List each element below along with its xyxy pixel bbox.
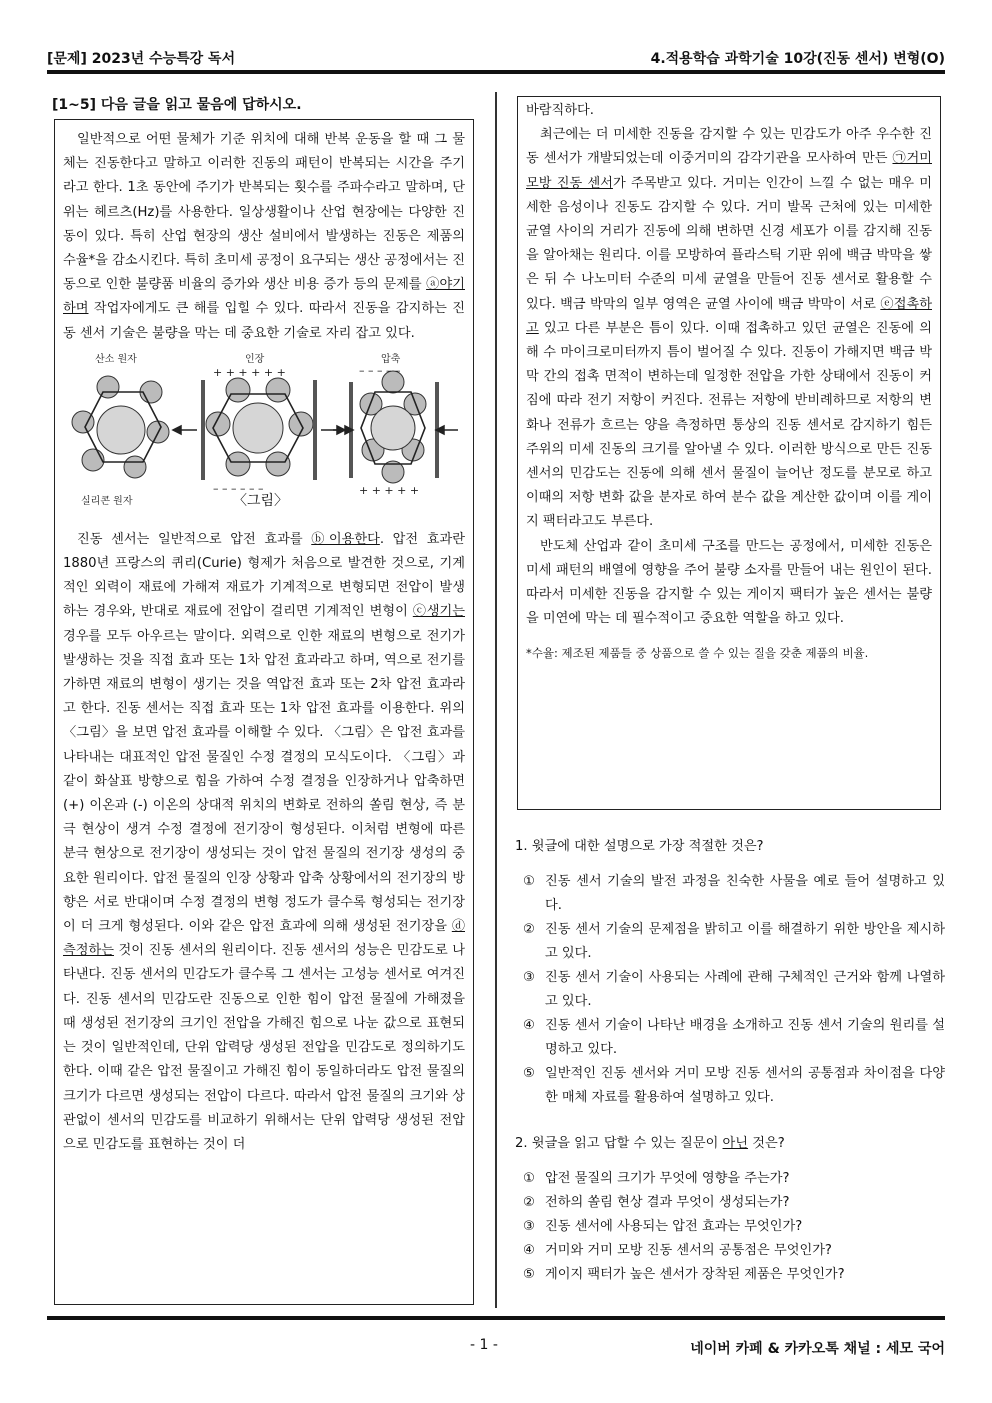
q1-option-3[interactable]: ③ 진동 센서 기술이 사용되는 사례에 관해 구체적인 근거와 함께 나열하고 있다. — [523, 970, 945, 1009]
column-divider — [495, 92, 497, 1308]
footer-channel: 네이버 카페 & 카카오톡 채널 : 세모 국어 — [690, 1341, 945, 1357]
underline-c: ⓒ생기는 — [412, 604, 466, 620]
underline-d: ⓓ측정하는 — [63, 919, 465, 959]
q2-option-2[interactable]: ② 전하의 쏠림 현상 결과 무엇이 생성되는가? — [523, 1195, 790, 1210]
header-rule — [47, 70, 945, 74]
q1-option-2[interactable]: ② 진동 센서 기술의 문제점을 밝히고 이를 해결하기 위한 방안을 제시하고 있다. — [523, 922, 945, 961]
figure-caption: 〈그림〉 — [233, 492, 289, 509]
underline-e: ⓔ접촉하고 — [526, 296, 932, 336]
figure-quartz — [63, 352, 465, 510]
svg-text:– – – – –: – – – – – — [359, 363, 401, 377]
q2-option-4[interactable]: ④ 거미와 거미 모방 진동 센서의 공통점은 무엇인가? — [523, 1243, 832, 1258]
q1-option-5[interactable]: ⑤ 일반적인 진동 센서와 거미 모방 진동 센서의 공통점과 차이점을 다양한 매체 자료를 활용하여 설명하고 있다. — [523, 1066, 945, 1105]
q2-option-5[interactable]: ⑤ 게이지 팩터가 높은 센서가 장착된 제품은 무엇인가? — [523, 1267, 845, 1282]
header-right: 4.적용학습 과학기술 10강(진동 센서) 변형(O) — [650, 51, 945, 67]
q2-option-3[interactable]: ③ 진동 센서에 사용되는 압전 효과는 무엇인가? — [523, 1219, 803, 1234]
footer-rule — [47, 1316, 945, 1320]
underline-spider-sensor: ㉠거미 모방 진동 센서 — [526, 151, 932, 191]
paragraph-2-end: 바람직하다. — [526, 103, 594, 118]
label-silicon: 실리콘 원자 — [81, 495, 133, 507]
question-2-stem: 2. 윗글을 읽고 답할 수 있는 질문이 아닌 것은? — [515, 1136, 785, 1151]
question-2 — [515, 1133, 945, 1287]
underline-b: ⓑ이용한다 — [311, 531, 380, 547]
label-oxygen: 산소 원자 — [95, 353, 137, 365]
label-compression: 압축 — [381, 353, 401, 365]
header-left: [문제] 2023년 수능특강 독서 — [47, 51, 236, 67]
label-tension: 인장 — [245, 353, 265, 365]
q1-option-1[interactable]: ① 진동 센서 기술의 발전 과정을 친숙한 사물을 예로 들어 설명하고 있다. — [523, 874, 945, 913]
svg-text:+ + + + +: + + + + + — [359, 483, 420, 497]
paragraph-4: 반도체 산업과 같이 초미세 구조를 만드는 공정에서, 미세한 진동은 미세 패턴의 배열에 영향을 주어 불량 소자를 만들어 내는 원인이 된다. 따라서 미세한 진동을 감지할 수 있는 게이지 팩터가 높은 센서는 불량을 미연에 막는 데 필수적이고 중요한 역할을 하고 있다. — [526, 538, 932, 627]
paragraph-1: 일반적으로 어떤 물체가 기준 위치에 대해 반복 운동을 할 때 그 물체는 진동한다고 말하고 이러한 진동의 패턴이 반복되는 시간을 주기라고 한다. 1초 동안에 주기가 반복되는 횟수를 주파수라고 말하며, 단위는 헤르츠(Hz)를 사용한다. 일상생활이나 산업 현장에는 다양한 진동이 있다. 특히 산업 현장의 생산 설비에서 발생하는 진동은 제품의 수율*을 감소시킨다. 특히 초미세 공정이 요구되는 생산 공정에서는 진동으로 인한 불량품 비율의 증가와 생산 비용 증가 등의 문제를 ⓐ야기하며 작업자에게도 큰 해를 입힐 수 있다. 따라서 진동을 감지하는 진동 센서 기술은 불량을 막는 데 중요한 기술로 자리 잡고 있다. — [63, 132, 465, 341]
page-number: - 1 - — [470, 1337, 498, 1353]
passage-box-right — [517, 96, 941, 810]
instruction: [1~5] 다음 글을 읽고 물음에 답하시오. — [52, 97, 302, 113]
page-header — [47, 44, 945, 70]
svg-text:+ + + + + +: + + + + + + — [213, 365, 286, 379]
q2-option-1[interactable]: ① 압전 물질의 크기가 무엇에 영향을 주는가? — [523, 1171, 790, 1186]
paragraph-2: 진동 센서는 일반적으로 압전 효과를 ⓑ이용한다. 압전 효과란 1880년 프랑스의 퀴리(Curie) 형제가 처음으로 발견한 것으로, 기계적인 외력이 재료에 가해져 재료가 기계적으로 변형되면 전압이 발생하는 경우와, 반대로 재료에 전압이 걸리면 기계적인 변형이 ⓒ생기는 경우를 모두 아우르는 말이다. 외력으로 인한 재료의 변형으로 전기가 발생하는 것을 직접 효과 또는 1차 압전 효과라고 하며, 역으로 전기를 가하면 재료의 변형이 생기는 것을 역압전 효과 또는 2차 압전 효과라고 한다. 진동 센서는 직접 효과 또는 1차 압전 효과를 이용한다. 위의 〈그림〉을 보면 압전 효과를 이해할 수 있다. 〈그림〉은 압전 효과를 나타내는 대표적인 압전 물질인 수정 결정의 모식도이다. 〈그림〉과 같이 화살표 방향으로 힘을 가하여 수정 결정을 인장하거나 압축하면 (+) 이온과 (-) 이온의 상대적 위치의 변화로 전하의 쏠림 현상, 즉 분극 현상이 생겨 수정 결정에 전기장이 형성된다. 이처럼 변형에 따른 분극 현상으로 전기장이 생성되는 것이 압전 물질의 전기장 생성의 중요한 원리이다. 압전 물질의 인장 상황과 압축 상황에서의 전기장의 방향은 서로 반대이며 수정 결정의 변형 정도가 클수록 형성되는 전기장이 더 크게 형성된다. 이와 같은 압전 효과에 의해 생성된 전기장을 ⓓ측정하는 것이 진동 센서의 원리이다. 진동 센서의 성능은 민감도로 나타낸다. 진동 센서의 민감도가 클수록 그 센서는 고성능 센서로 여겨진다. 진동 센서의 민감도란 진동으로 인한 힘이 압전 물질에 가해졌을 때 생성된 전기장의 크기인 전압을 가해진 힘으로 나눈 값으로 표현되는 것이 일반적인데, 단위 압력당 생성된 전압을 민감도로 정의하기도 한다. 이때 같은 압전 물질이고 가해진 힘이 동일하더라도 압전 물질의 크기가 다르면 생성되는 전압이 다르다. 따라서 압전 물질의 크기와 상관없이 센서의 민감도를 비교하기 위해서는 단위 압력당 생성된 전압으로 민감도를 표현하는 것이 더 — [63, 531, 466, 1152]
underline-a: ⓐ야기하며 — [63, 277, 465, 317]
q1-option-4[interactable]: ④ 진동 센서 기술이 나타난 배경을 소개하고 진동 센서 기술의 원리를 설명하고 있다. — [523, 1018, 945, 1057]
passage-box-left — [54, 119, 474, 1305]
footnote: *수율: 제조된 제품들 중 상품으로 쓸 수 있는 질을 갖춘 제품의 비율. — [526, 646, 869, 661]
quartz-diagram — [63, 352, 467, 510]
question-1-stem: 1. 윗글에 대한 설명으로 가장 적절한 것은? — [515, 839, 764, 854]
svg-text:– – – – – –: – – – – – – — [213, 481, 264, 495]
paragraph-3: 최근에는 더 미세한 진동을 감지할 수 있는 민감도가 아주 우수한 진동 센서가 개발되었는데 이중거미의 감각기관을 모사하여 만든 ㉠거미 모방 진동 센서가 주목받고 있다. 거미는 인간이 느낄 수 없는 매우 미세한 음성이나 진동도 감지할 수 있다. 거미 발목 근처에 있는 미세한 균열 사이의 거리가 진동에 의해 변하면 신경 세포가 이를 감지해 진동을 알아채는 원리다. 이를 모방하여 플라스틱 기판 위에 백금 박막을 쌓은 뒤 수 나노미터 수준의 미세 균열을 만들어 진동 센서로 활용할 수 있다. 백금 박막의 일부 영역은 균열 사이에 백금 박막이 서로 ⓔ접촉하고 있고 다른 부분은 틈이 있다. 이때 접촉하고 있던 균열은 진동에 의해 수 마이크로미터까지 틈이 벌어질 수 있다. 진동이 가해지면 백금 박막 간의 접촉 면적이 변하는데 일정한 전압을 가한 상태에서 진동이 커짐에 따라 전기 저항이 커진다. 전류는 저항에 반비례하므로 저항의 변화나 전류가 흐르는 양을 측정하면 통상의 진동 센서로 감지하기 힘든 주위의 미세 진동의 크기를 알아낼 수 있다. 이러한 방식으로 만든 진동 센서의 민감도는 진동에 의해 센서 물질이 늘어난 정도를 분모로 하고 이때의 저항 변화 값을 분자로 하여 분수 값을 계산한 값이며 이를 게이지 팩터라고도 부른다. — [526, 127, 932, 530]
question-1 — [515, 836, 945, 1110]
